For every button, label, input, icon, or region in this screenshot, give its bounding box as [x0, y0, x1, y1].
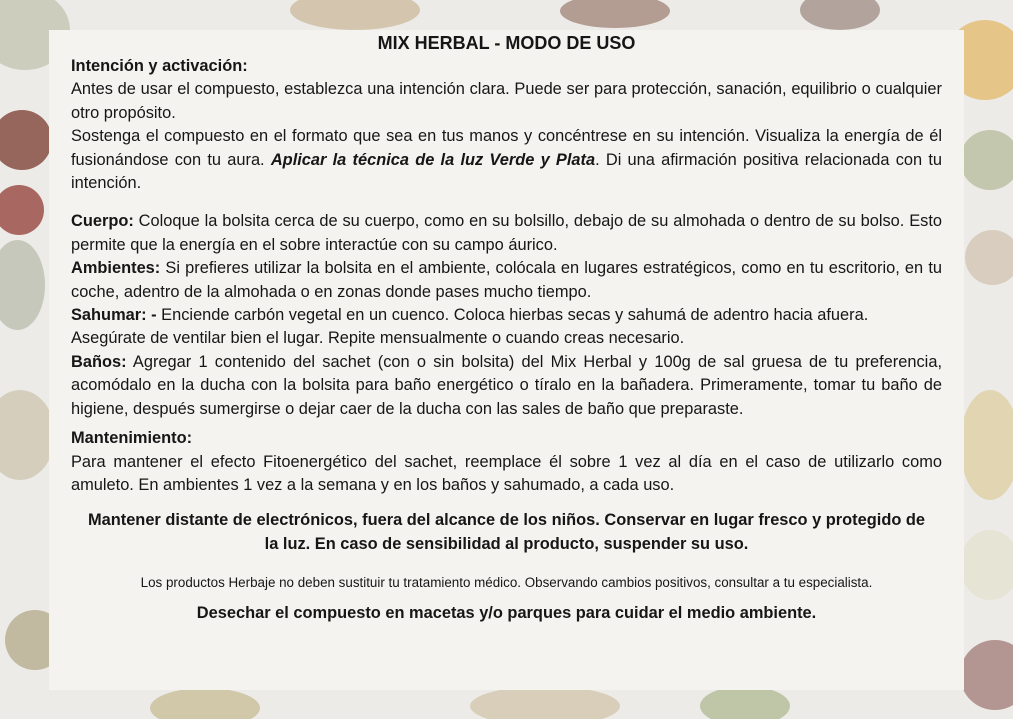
background-herb-decoration	[960, 130, 1013, 190]
background-herb-decoration	[290, 0, 420, 30]
intention-heading: Intención y activación:	[71, 57, 248, 75]
use-body-label: Cuerpo:	[71, 212, 134, 231]
instructions-card	[49, 30, 964, 690]
use-body-text: Coloque la bolsita cerca de su cuerpo, como en su bolsillo, debajo de su almohada o dentro de su bolso. Esto permite que la energía en el sobre interactúe con su campo áurico.	[71, 212, 942, 254]
document-title: MIX HERBAL - MODO DE USO	[377, 33, 636, 53]
use-environments	[71, 257, 942, 304]
background-herb-decoration	[0, 110, 52, 170]
background-herb-decoration	[0, 390, 55, 480]
use-baths-label: Baños:	[71, 352, 127, 371]
use-baths	[71, 351, 942, 421]
safety-warning: Mantener distante de electrónicos, fuera del alcance de los niños. Conservar en lugar fresco y protegido de la luz. En caso de sensibilidad al producto, suspender su uso.	[87, 511, 926, 553]
use-smudging	[71, 304, 942, 351]
background-herb-decoration	[560, 0, 670, 28]
background-herb-decoration	[960, 640, 1013, 710]
intention-paragraph-2	[71, 125, 942, 195]
background-herb-decoration	[0, 240, 45, 330]
background-herb-decoration	[150, 688, 260, 719]
use-environments-label: Ambientes:	[71, 259, 161, 278]
use-baths-text: Agregar 1 contenido del sachet (con o sin bolsita) del Mix Herbal y 100g de sal gruesa de tu preferencia, acomódalo en la ducha con la bolsita para baño energético o tíralo en la bañadera. Primeramente, tomar tu baño de higiene, después sumergirse o dejar caer de la ducha con las sales de baño que preparaste.	[71, 352, 942, 418]
background-herb-decoration	[960, 390, 1013, 500]
intention-paragraph-1: Antes de usar el compuesto, establezca una intención clara. Puede ser para protección, sanación, equilibrio o cualquier otro propósito.	[71, 80, 942, 122]
use-environments-text: Si prefieres utilizar la bolsita en el ambiente, colócala en lugares estratégicos, como en tu escritorio, en tu coche, adentro de la almohada o en zonas donde pases mucho tiempo.	[71, 259, 942, 301]
use-body	[71, 210, 942, 257]
use-smudging-text: Enciende carbón vegetal en un cuenco. Coloca hierbas secas y sahumá de adentro hacia afuera. Asegúrate de ventilar bien el lugar. Repite mensualmente o cuando creas necesario.	[71, 306, 869, 348]
background-herb-decoration	[965, 230, 1013, 285]
background-herb-decoration	[960, 530, 1013, 600]
background-herb-decoration	[0, 185, 44, 235]
maintenance-heading: Mantenimiento:	[71, 429, 193, 448]
use-smudging-label: Sahumar: -	[71, 306, 157, 325]
disposal-note: Desechar el compuesto en macetas y/o parques para cuidar el medio ambiente.	[196, 604, 817, 623]
background-herb-decoration	[470, 686, 620, 719]
background-herb-decoration	[800, 0, 880, 30]
intention-technique-emphasis: Aplicar la técnica de la luz Verde y Plata	[270, 150, 596, 169]
background-herb-decoration	[700, 686, 790, 719]
medical-disclaimer: Los productos Herbaje no deben sustituir tu tratamiento médico. Observando cambios positivos, consultar a tu especialista.	[140, 575, 873, 591]
intention-text-start: Sostenga el compuesto en el formato que sea en tus manos y concéntrese en su intención. Visualiza la energía de él fusionándose con tu aura.	[71, 127, 942, 169]
intention-text-end: . Di una afirmación positiva relacionada con tu intención.	[71, 150, 943, 193]
maintenance-paragraph: Para mantener el efecto Fitoenergético del sachet, reemplace él sobre 1 vez al día en el caso de utilizarlo como amuleto. En ambientes 1 vez a la semana y en los baños y sahumado, a cada uso.	[71, 452, 942, 494]
